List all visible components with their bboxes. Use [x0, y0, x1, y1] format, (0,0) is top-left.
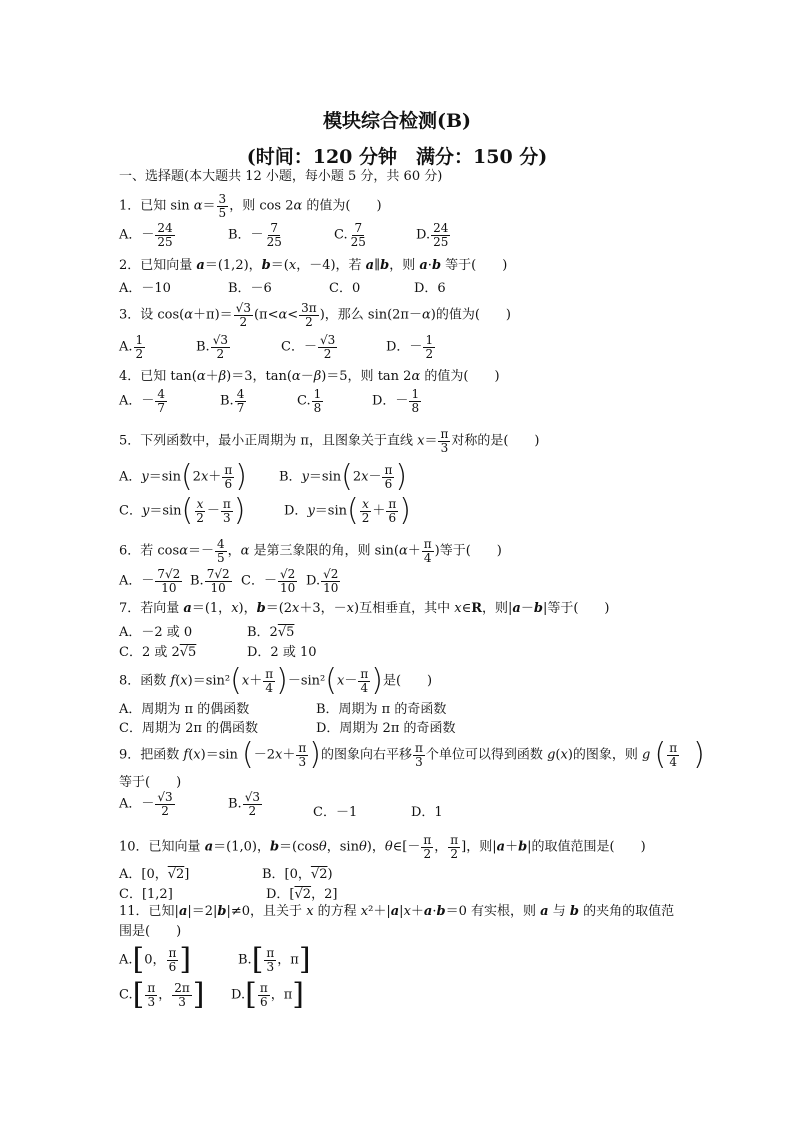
q1-option-c: C. $\frac{7}{25}$ [334, 221, 366, 249]
question-4: 4．已知 tan(α＋β)＝3，tan(α－β)＝5，则 tan 2α 的值为( ) [119, 369, 500, 384]
section-heading: 一、选择题(本大题共 12 小题，每小题 5 分，共 60 分) [119, 169, 443, 184]
question-3: 3．设 cos(α＋π)＝ $\frac{√3}{2}$ (π<α< $\frac{3\pi}{2}$ )，那么 sin(2π－α)的值为( ) [119, 301, 511, 329]
question-7: 7．若向量 a＝(1，x)，b＝(2x＋3，－x)互相垂直，其中 x∈R，则|a－b|等于( ) [119, 601, 610, 616]
question-5: 5．下列函数中，最小正周期为 π，且图象关于直线 x＝ $\frac{\pi}{3}$ 对称的是( ) [119, 427, 540, 455]
q5-option-c: C．y＝sin( $\frac{x}{2}$ － $\frac{\pi}{3}$ ) [119, 493, 246, 528]
q4-option-a: A．－ $\frac{4}{7}$ [119, 387, 166, 415]
q10-option-a: A．[0，√2] [119, 867, 190, 882]
q1-option-d: D. $\frac{24}{25}$ [416, 221, 449, 249]
q3-option-d: D．－ $\frac{1}{2}$ [386, 333, 434, 361]
q9-option-c: C．－1 [313, 805, 358, 820]
q4-option-d: D．－ $\frac{1}{8}$ [372, 387, 420, 415]
q3-option-a: A. $\frac{1}{2}$ [119, 333, 144, 361]
question-11-continued: 围是( ) [119, 924, 182, 939]
q6-option-c: C．－ $\frac{√2}{10}$ [241, 567, 296, 595]
q11-option-b: B.[ $\frac{\pi}{3}$ ，π] [238, 942, 311, 977]
q6-option-a: A．－ $\frac{7√2}{10}$ [119, 567, 181, 595]
question-8: 8．函数 f(x)＝sin²(x＋ $\frac{\pi}{4}$ )－sin²(x－ $\frac{\pi}{4}$ )是( ) [119, 663, 433, 698]
q2-option-a: A．－10 [119, 281, 171, 296]
question-9: 9．把函数 f(x)＝sin (－2x＋ $\frac{\pi}{3}$ )的图象向右平移 $\frac{\pi}{3}$ 个单位可以得到函数 g(x)的图象，则 g ( $\frac{\pi}{4}$ ) [119, 737, 705, 772]
q1-option-a: A．－ $\frac{24}{25}$ [119, 221, 173, 249]
q7-option-c: C．2 或 2√5 [119, 645, 197, 660]
q4-option-c: C. $\frac{1}{8}$ [297, 387, 322, 415]
q1-option-b: B．－ $\frac{7}{25}$ [228, 221, 282, 249]
question-11: 11．已知|a|＝2|b|≠0，且关于 x 的方程 x²＋|a|x＋a·b＝0 有实根，则 a 与 b 的夹角的取值范 [119, 904, 675, 919]
question-6: 6．若 cosα＝－ $\frac{4}{5}$ ，α 是第三象限的角，则 sin(α＋ $\frac{\pi}{4}$ )等于( ) [119, 537, 502, 565]
q7-option-a: A．－2 或 0 [119, 625, 193, 640]
q2-option-b: B．－6 [228, 281, 272, 296]
q4-option-b: B. $\frac{4}{7}$ [220, 387, 245, 415]
question-9-continued: 等于( ) [119, 775, 182, 790]
question-1: 1．已知 sin α＝ $\frac{3}{5}$ ，则 cos 2α 的值为( ) [119, 192, 382, 220]
exam-info: (时间：120 分钟 满分：150 分) [246, 146, 548, 168]
q5-option-b: B．y＝sin(2x－ $\frac{\pi}{6}$ ) [279, 459, 408, 494]
q5-option-d: D．y＝sin( $\frac{x}{2}$ ＋ $\frac{\pi}{6}$ ) [284, 493, 411, 528]
page-title: 模块综合检测(B) [322, 110, 472, 132]
q6-option-b: B. $\frac{7√2}{10}$ [190, 567, 230, 595]
q9-option-a: A．－ $\frac{√3}{2}$ [119, 790, 173, 818]
q8-option-a: A．周期为 π 的偶函数 [119, 702, 250, 717]
q9-option-d: D．1 [411, 805, 443, 820]
q7-option-d: D．2 或 10 [247, 645, 317, 660]
q10-option-c: C．[1,2] [119, 887, 173, 902]
q8-option-d: D．周期为 2π 的奇函数 [316, 721, 456, 736]
q11-option-d: D.[ $\frac{\pi}{6}$ ，π] [231, 977, 304, 1012]
q5-option-a: A．y＝sin(2x＋ $\frac{\pi}{6}$ ) [119, 459, 247, 494]
q11-option-c: C.[ $\frac{\pi}{3}$ ， $\frac{2\pi}{3}$ ] [119, 977, 205, 1012]
q10-option-b: B．[0，√2) [262, 867, 333, 882]
q2-option-d: D．6 [414, 281, 446, 296]
q8-option-b: B．周期为 π 的奇函数 [316, 702, 447, 717]
q2-option-c: C．0 [329, 281, 361, 296]
q7-option-b: B．2√5 [247, 625, 295, 640]
question-2: 2．已知向量 a＝(1,2)，b＝(x，－4)，若 a∥b，则 a·b 等于( ) [119, 258, 508, 273]
q6-option-d: D. $\frac{√2}{10}$ [306, 567, 339, 595]
q3-option-c: C．－ $\frac{√3}{2}$ [281, 333, 336, 361]
q9-option-b: B. $\frac{√3}{2}$ [228, 790, 260, 818]
question-10: 10．已知向量 a＝(1,0)，b＝(cosθ，sinθ)，θ∈[－ $\frac{\pi}{2}$ ， $\frac{\pi}{2}$ ]，则|a＋b|的取值范围是( ) [119, 833, 646, 861]
q8-option-c: C．周期为 2π 的偶函数 [119, 721, 259, 736]
q11-option-a: A.[0， $\frac{\pi}{6}$ ] [119, 942, 192, 977]
q10-option-d: D．[√2，2] [266, 887, 338, 902]
q3-option-b: B. $\frac{√3}{2}$ [196, 333, 228, 361]
